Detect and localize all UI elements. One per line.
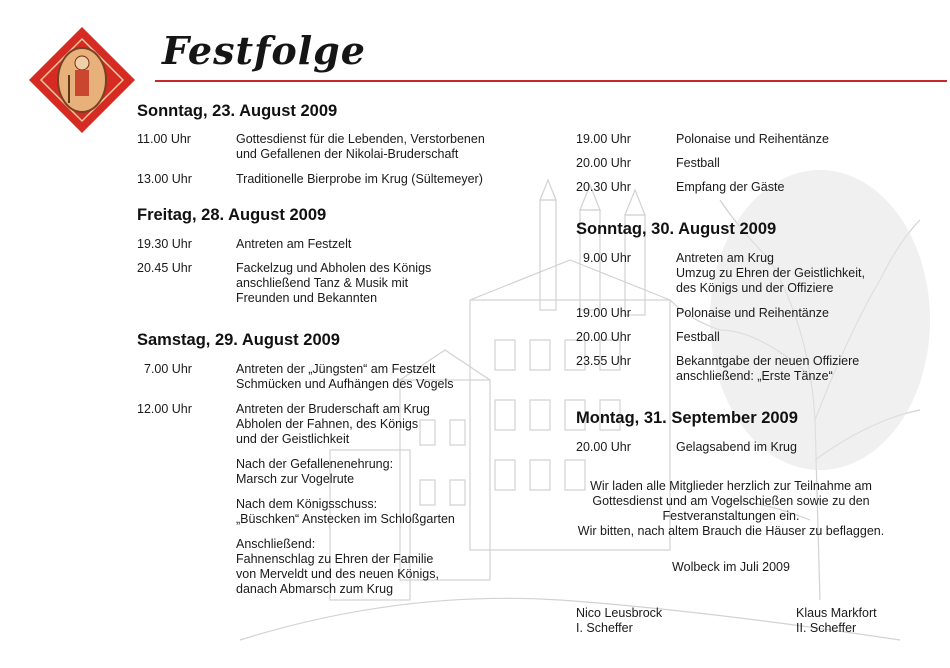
day-heading: Samstag, 29. August 2009	[137, 331, 340, 349]
event-desc: Gottesdienst für die Lebenden, Verstorbenen und Gefallenen der Nikolai-Bruderschaft	[236, 132, 485, 161]
event-desc: Festball	[676, 330, 720, 344]
day-heading: Freitag, 28. August 2009	[137, 206, 327, 224]
title-rule	[155, 80, 947, 82]
event-time: 20.00 Uhr	[576, 156, 631, 170]
event-time: 13.00 Uhr	[137, 172, 192, 186]
event-time: 20.30 Uhr	[576, 180, 631, 194]
event-time: 7.00 Uhr	[144, 362, 192, 376]
event-desc: Antreten am Krug Umzug zu Ehren der Geistlichkeit, des Königs und der Offiziere	[676, 251, 865, 295]
event-desc: Gelagsabend im Krug	[676, 440, 797, 454]
event-desc: Traditionelle Bierprobe im Krug (Sültemeyer)	[236, 172, 483, 186]
event-desc: Fackelzug und Abholen des Königs anschließend Tanz & Musik mit Freunden und Bekannten	[236, 261, 432, 305]
event-desc: Empfang der Gäste	[676, 180, 785, 194]
brotherhood-emblem	[27, 25, 137, 135]
event-desc: Antreten am Festzelt	[236, 237, 352, 251]
day-heading: Sonntag, 30. August 2009	[576, 220, 777, 238]
event-time: 20.00 Uhr	[576, 440, 631, 454]
event-time: 20.00 Uhr	[576, 330, 631, 344]
event-time: 23.55 Uhr	[576, 354, 631, 368]
event-note: Nach der Gefallenenehrung: Marsch zur Vogelrute	[236, 457, 394, 486]
event-desc: Festball	[676, 156, 720, 170]
signature-1: Nico Leusbrock I. Scheffer	[576, 606, 663, 635]
event-desc: Polonaise und Reihentänze	[676, 306, 829, 320]
event-time: 11.00 Uhr	[137, 132, 191, 146]
event-note: Anschließend: Fahnenschlag zu Ehren der Familie von Merveldt und des neuen Königs, danach Abmarsch zum Krug	[236, 537, 439, 596]
event-time: 19.30 Uhr	[137, 237, 192, 251]
day-heading: Sonntag, 23. August 2009	[137, 102, 338, 120]
event-time: 12.00 Uhr	[137, 402, 192, 416]
event-time: 19.00 Uhr	[576, 132, 631, 146]
event-time: 9.00 Uhr	[583, 251, 631, 265]
day-heading: Montag, 31. September 2009	[576, 409, 798, 427]
page-title: Festfolge	[162, 28, 366, 73]
event-desc: Bekanntgabe der neuen Offiziere anschließend: „Erste Tänze“	[676, 354, 860, 383]
event-desc: Antreten der „Jüngsten“ am Festzelt Schmücken und Aufhängen des Vogels	[236, 362, 454, 391]
event-time: 20.45 Uhr	[137, 261, 192, 275]
place-date: Wolbeck im Juli 2009	[672, 560, 790, 574]
event-desc: Polonaise und Reihentänze	[676, 132, 829, 146]
event-note: Nach dem Königsschuss: „Büschken“ Anstecken im Schloßgarten	[236, 497, 455, 526]
invitation-text: Wir laden alle Mitglieder herzlich zur Teilnahme am Gottesdienst und am Vogelschießen sowie zu den Festveranstaltungen ein. Wir bitten, nach altem Brauch die Häuser zu beflaggen.	[577, 479, 885, 538]
event-desc: Antreten der Bruderschaft am Krug Abholen der Fahnen, des Königs und der Geistlichkeit	[236, 402, 430, 446]
event-time: 19.00 Uhr	[576, 306, 631, 320]
signature-2: Klaus Markfort II. Scheffer	[796, 606, 877, 635]
